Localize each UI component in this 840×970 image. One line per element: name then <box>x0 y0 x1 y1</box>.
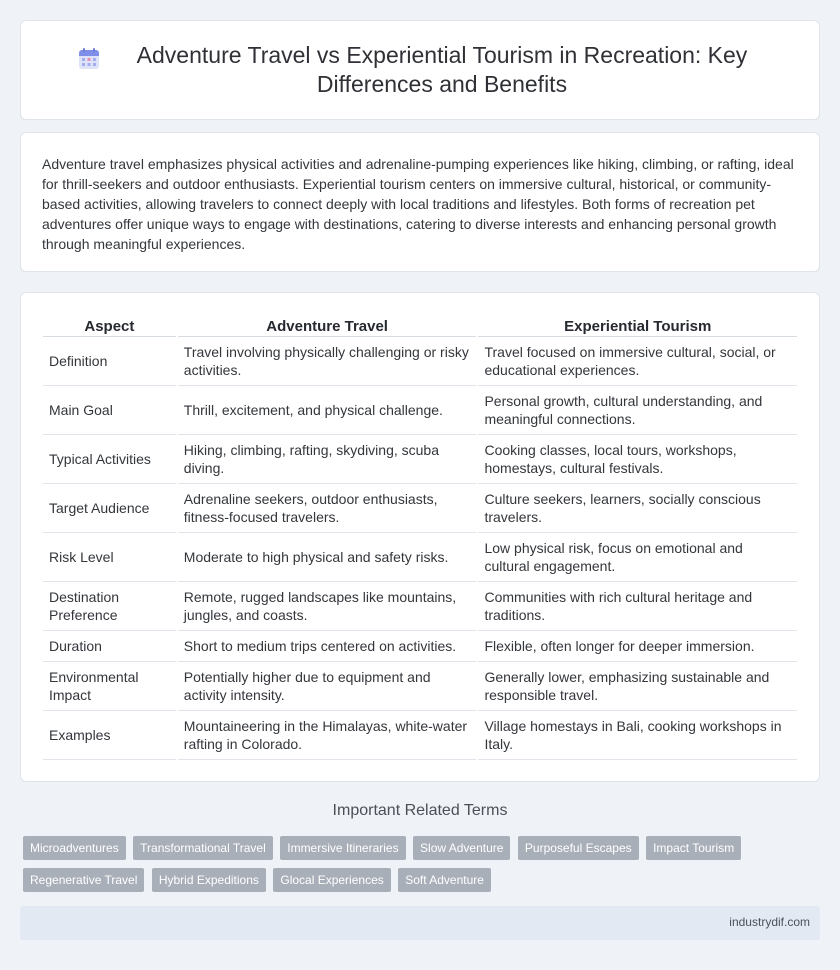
tag-hybrid-expeditions[interactable]: Hybrid Expeditions <box>152 868 266 892</box>
title-card <box>20 20 820 120</box>
related-terms-tags <box>23 836 813 900</box>
comparison-table-card <box>20 292 820 782</box>
page-title: Adventure Travel vs Experiential Tourism in Recreation: Key Differences and Benefits <box>136 42 748 97</box>
row-experiential: Culture seekers, learners, socially conscious travelers. <box>478 484 797 533</box>
tag-soft-adventure[interactable]: Soft Adventure <box>398 868 491 892</box>
footer <box>20 906 820 940</box>
row-aspect: Destination Preference <box>43 582 176 631</box>
row-adventure: Potentially higher due to equipment and activity intensity. <box>178 662 477 711</box>
tag-glocal-experiences[interactable]: Glocal Experiences <box>273 868 390 892</box>
table-row <box>43 533 797 582</box>
table-row <box>43 484 797 533</box>
table-header-row <box>43 313 797 337</box>
related-terms-title: Important Related Terms <box>332 802 508 819</box>
footer-site[interactable]: industrydif.com <box>729 915 810 929</box>
row-adventure: Travel involving physically challenging or risky activities. <box>178 337 477 386</box>
header-adventure-travel: Adventure Travel <box>178 313 477 337</box>
row-adventure: Adrenaline seekers, outdoor enthusiasts, fitness-focused travelers. <box>178 484 477 533</box>
table-row <box>43 386 797 435</box>
row-aspect: Duration <box>43 631 176 662</box>
row-experiential: Travel focused on immersive cultural, social, or educational experiences. <box>478 337 797 386</box>
tag-immersive-itineraries[interactable]: Immersive Itineraries <box>280 836 405 860</box>
header-experiential-tourism: Experiential Tourism <box>478 313 797 337</box>
tag-transformational-travel[interactable]: Transformational Travel <box>133 836 273 860</box>
table-row <box>43 337 797 386</box>
row-aspect: Environmental Impact <box>43 662 176 711</box>
tag-regenerative-travel[interactable]: Regenerative Travel <box>23 868 144 892</box>
row-experiential: Personal growth, cultural understanding, and meaningful connections. <box>478 386 797 435</box>
row-adventure: Thrill, excitement, and physical challenge. <box>178 386 477 435</box>
tag-purposeful-escapes[interactable]: Purposeful Escapes <box>518 836 639 860</box>
header-aspect: Aspect <box>43 313 176 337</box>
row-experiential: Flexible, often longer for deeper immersion. <box>478 631 797 662</box>
table-row <box>43 631 797 662</box>
row-aspect: Main Goal <box>43 386 176 435</box>
row-adventure: Moderate to high physical and safety risks. <box>178 533 477 582</box>
table-row <box>43 435 797 484</box>
table-row <box>43 662 797 711</box>
row-experiential: Generally lower, emphasizing sustainable and responsible travel. <box>478 662 797 711</box>
comparison-table <box>41 313 799 760</box>
table-row <box>43 582 797 631</box>
row-aspect: Target Audience <box>43 484 176 533</box>
title-wrap <box>78 41 762 99</box>
row-adventure: Remote, rugged landscapes like mountains, jungles, and coasts. <box>178 582 477 631</box>
row-experiential: Cooking classes, local tours, workshops, homestays, cultural festivals. <box>478 435 797 484</box>
row-experiential: Communities with rich cultural heritage and traditions. <box>478 582 797 631</box>
tag-slow-adventure[interactable]: Slow Adventure <box>413 836 510 860</box>
row-adventure: Mountaineering in the Himalayas, white-water rafting in Colorado. <box>178 711 477 760</box>
row-aspect: Typical Activities <box>43 435 176 484</box>
row-adventure: Short to medium trips centered on activities. <box>178 631 477 662</box>
calendar-icon <box>78 48 100 70</box>
intro-paragraph: Adventure travel emphasizes physical activities and adrenaline-pumping experiences like hiking, climbing, or rafting, ideal for thrill-seekers and outdoor enthusiasts. Experiential tourism centers on immersive cultural, historical, or community-based activities, allowing travelers to connect deeply with local traditions and lifestyles. Both forms of recreation pet adventures offer unique ways to engage with destinations, catering to diverse interests and enhancing personal growth through meaningful experiences. <box>42 156 794 252</box>
row-aspect: Examples <box>43 711 176 760</box>
row-adventure: Hiking, climbing, rafting, skydiving, scuba diving. <box>178 435 477 484</box>
tag-microadventures[interactable]: Microadventures <box>23 836 126 860</box>
table-row <box>43 711 797 760</box>
row-aspect: Risk Level <box>43 533 176 582</box>
row-experiential: Low physical risk, focus on emotional and cultural engagement. <box>478 533 797 582</box>
intro-card <box>20 132 820 272</box>
tag-impact-tourism[interactable]: Impact Tourism <box>646 836 741 860</box>
row-experiential: Village homestays in Bali, cooking workshops in Italy. <box>478 711 797 760</box>
row-aspect: Definition <box>43 337 176 386</box>
